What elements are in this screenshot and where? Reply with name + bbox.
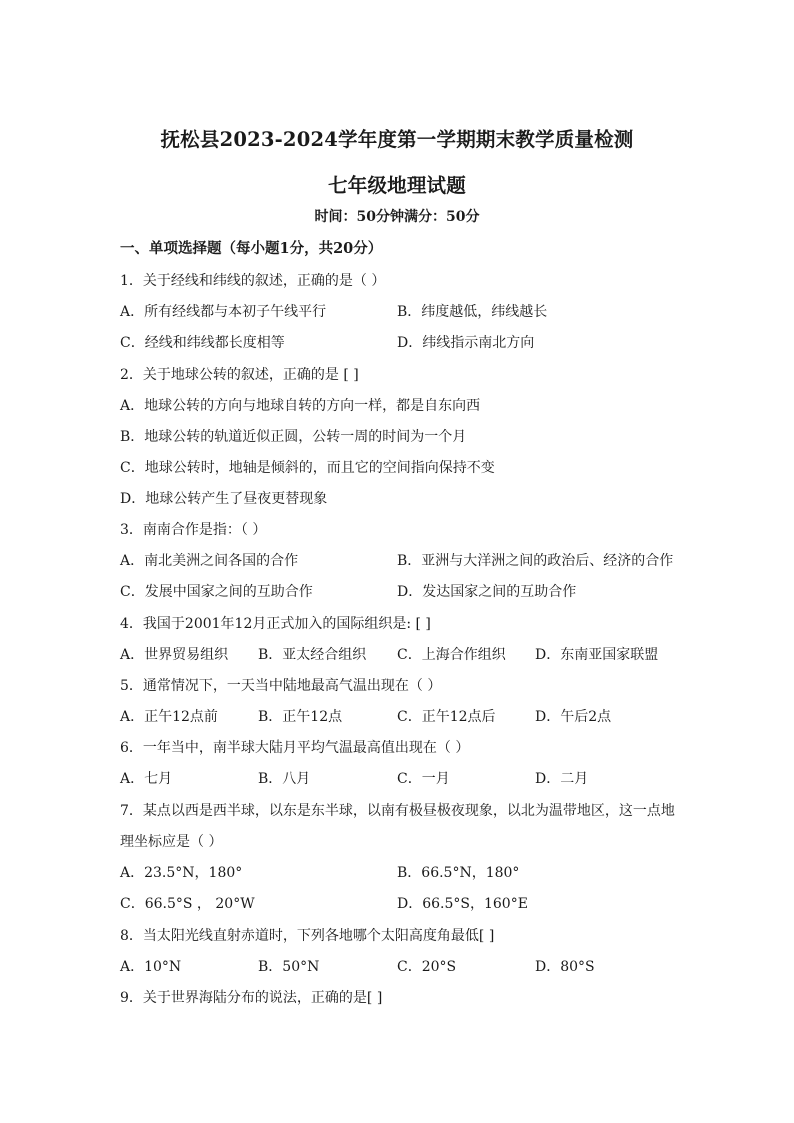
question-2-stem: 2．关于地球公转的叙述，正确的是 [ ]: [120, 367, 359, 383]
question-3-option-c: C．发展中国家之间的互助合作: [120, 584, 313, 600]
question-4-option-b: B．亚太经合组织: [258, 647, 367, 663]
question-8-option-c: C．20°S: [397, 959, 457, 975]
question-5-option-c: C．正午12点后: [397, 709, 496, 725]
question-9-stem: 9．关于世界海陆分布的说法，正确的是[ ]: [120, 990, 383, 1006]
question-8-option-a: A．10°N: [120, 959, 182, 975]
question-2-option-b: B．地球公转的轨道近似正圆，公转一周的时间为一个月: [120, 429, 467, 445]
question-6-option-c: C．一月: [397, 771, 450, 787]
question-7-option-b: B．66.5°N，180°: [397, 865, 520, 881]
question-4-option-c: C．上海合作组织: [397, 647, 506, 663]
question-3-stem: 3．南南合作是指：（ ）: [120, 522, 267, 538]
question-5-stem: 5．通常情况下，一天当中陆地最高气温出现在（ ）: [120, 678, 442, 694]
exam-time-score: 时间：50分钟满分：50分: [314, 209, 480, 225]
question-2-option-c: C．地球公转时，地轴是倾斜的，而且它的空间指向保持不变: [120, 460, 495, 476]
question-1-option-b: B．纬度越低，纬线越长: [397, 304, 548, 320]
question-3-option-a: A．南北美洲之间各国的合作: [120, 553, 299, 569]
question-7-option-d: D．66.5°S，160°E: [397, 896, 528, 912]
question-8-stem: 8．当太阳光线直射赤道时，下列各地哪个太阳高度角最低[ ]: [120, 928, 495, 944]
question-4-option-d: D．东南亚国家联盟: [535, 647, 659, 663]
question-7-stem: 7．某点以西是西半球，以东是东半球，以南有极昼极夜现象，以北为温带地区，这一点地: [120, 803, 675, 819]
question-8-option-d: D．80°S: [535, 959, 595, 975]
question-6-option-b: B．八月: [258, 771, 311, 787]
question-7-option-a: A．23.5°N，180°: [120, 865, 243, 881]
question-2-option-a: A．地球公转的方向与地球自转的方向一样，都是自东向西: [120, 398, 481, 414]
question-5-option-d: D．午后2点: [535, 709, 612, 725]
question-1-option-d: D．纬线指示南北方向: [397, 335, 535, 351]
question-2-option-d: D．地球公转产生了昼夜更替现象: [120, 491, 328, 507]
exam-subtitle: 七年级地理试题: [328, 174, 466, 197]
question-3-option-d: D．发达国家之间的互助合作: [397, 584, 577, 600]
section-heading: 一、单项选择题（每小题1分，共20分）: [120, 240, 383, 257]
question-6-option-a: A．七月: [120, 771, 173, 787]
question-3-option-b: B．亚洲与大洋洲之间的政治后、经济的合作: [397, 553, 674, 569]
question-6-option-d: D．二月: [535, 771, 589, 787]
question-1-option-a: A．所有经线都与本初子午线平行: [120, 304, 327, 320]
question-7-option-c: C．66.5°S ， 20°W: [120, 896, 255, 912]
question-6-stem: 6．一年当中，南半球大陆月平均气温最高值出现在（ ）: [120, 740, 470, 756]
exam-title: 抚松县2023-2024学年度第一学期期末教学质量检测: [160, 128, 634, 151]
question-7-stem-cont: 理坐标应是（ ）: [120, 834, 223, 850]
question-1-option-c: C．经线和纬线都长度相等: [120, 335, 285, 351]
question-8-option-b: B．50°N: [258, 959, 320, 975]
question-1-stem: 1．关于经线和纬线的叙述，正确的是（ ）: [120, 273, 386, 289]
question-4-option-a: A．世界贸易组织: [120, 647, 229, 663]
question-5-option-a: A．正午12点前: [120, 709, 218, 725]
question-5-option-b: B．正午12点: [258, 709, 343, 725]
question-4-stem: 4．我国于2001年12月正式加入的国际组织是: [ ]: [120, 616, 431, 632]
